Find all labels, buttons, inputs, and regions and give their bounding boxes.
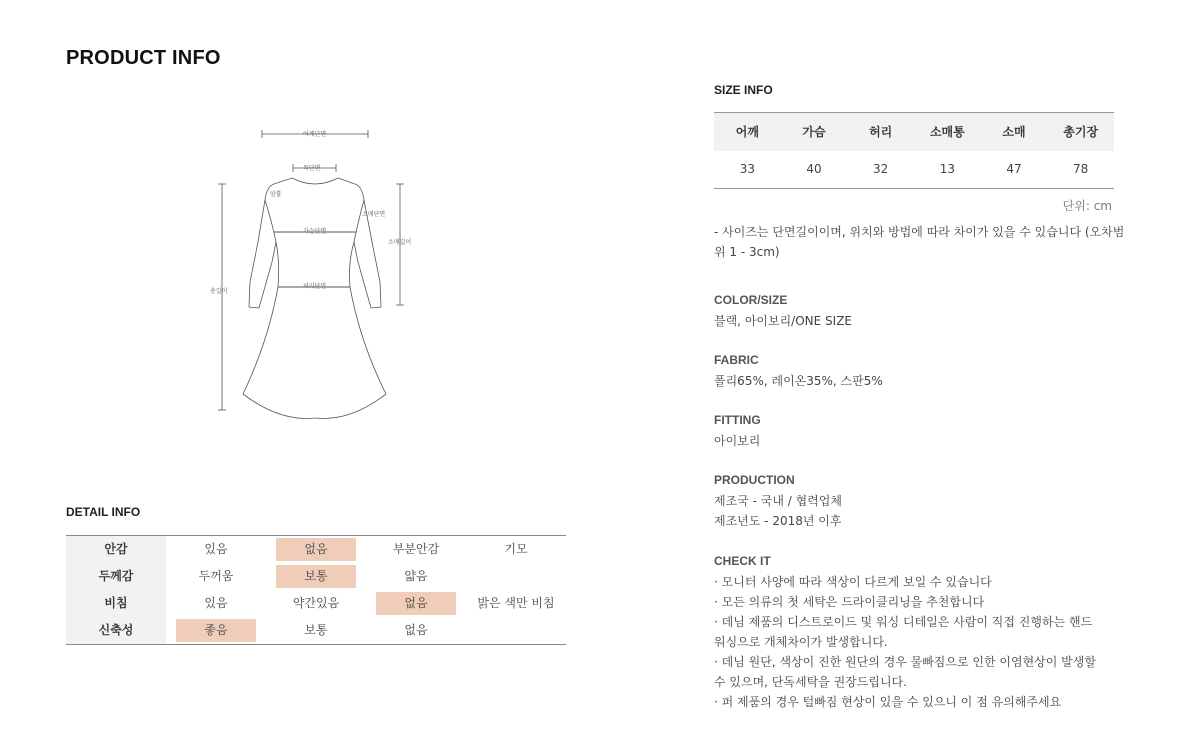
size-value-row bbox=[714, 151, 1114, 188]
detail-row-label: 신축성 bbox=[66, 617, 166, 644]
detail-row-label: 안감 bbox=[66, 536, 166, 563]
detail-option: 밝은 색만 비침 bbox=[477, 596, 555, 610]
size-value: 78 bbox=[1073, 162, 1089, 176]
detail-row-thickness bbox=[66, 563, 566, 590]
sleeve-width-label: 소매단면 bbox=[362, 211, 386, 218]
sleeve-length-label: 소매길이 bbox=[388, 239, 412, 246]
neck-label: 목단면 bbox=[303, 165, 321, 172]
detail-row-sheerness bbox=[66, 590, 566, 617]
detail-option bbox=[476, 619, 556, 642]
chest-label: 가슴단면 bbox=[303, 228, 327, 235]
check-it-section bbox=[714, 554, 1114, 712]
check-line: · 모든 의류의 첫 세탁은 드라이클리닝을 추천합니다 bbox=[714, 595, 985, 609]
detail-row-stretch bbox=[66, 617, 566, 644]
detail-option: 약간있음 bbox=[292, 596, 340, 610]
size-header: 소매통 bbox=[914, 113, 981, 151]
production-section bbox=[714, 473, 1134, 531]
section-text: 아이보리 bbox=[714, 434, 761, 448]
detail-option-selected: 없음 bbox=[276, 538, 356, 561]
fabric-section bbox=[714, 353, 1134, 391]
detail-row-label: 비침 bbox=[66, 590, 166, 617]
check-line: 워싱으로 개체차이가 발생합니다. bbox=[714, 635, 888, 649]
armhole-label: 암홀 bbox=[270, 191, 282, 198]
detail-row-label: 두께감 bbox=[66, 563, 166, 590]
dress-measurement-diagram bbox=[200, 122, 430, 422]
size-header: 소매 bbox=[981, 113, 1048, 151]
size-value: 32 bbox=[873, 162, 889, 176]
total-length-label: 총길이 bbox=[210, 288, 228, 295]
size-note: - 사이즈는 단면길이이며, 위치와 방법에 따라 차이가 있을 수 있습니다 (오차범위 1 - 3cm) bbox=[714, 225, 1125, 259]
size-table bbox=[714, 112, 1114, 189]
check-line: · 모니터 사양에 따라 색상이 다르게 보일 수 있습니다 bbox=[714, 575, 992, 589]
size-info-title: SIZE INFO bbox=[714, 83, 773, 97]
check-line: · 데님 원단, 색상이 진한 원단의 경우 물빠짐으로 인한 이염현상이 발생할 bbox=[714, 655, 1096, 669]
section-title: CHECK IT bbox=[714, 554, 771, 568]
waist-label: 허리단면 bbox=[303, 283, 327, 290]
section-title: PRODUCTION bbox=[714, 473, 795, 487]
detail-option-selected: 좋음 bbox=[176, 619, 256, 642]
detail-option-selected: 보통 bbox=[276, 565, 356, 588]
size-value: 13 bbox=[939, 162, 955, 176]
section-text: 제조국 - 국내 / 협력업체 bbox=[714, 494, 842, 508]
section-title: FITTING bbox=[714, 413, 761, 427]
detail-option: 보통 bbox=[304, 623, 328, 637]
detail-option: 기모 bbox=[504, 542, 528, 556]
detail-option: 부분안감 bbox=[392, 542, 440, 556]
section-title: COLOR/SIZE bbox=[714, 293, 788, 307]
shoulder-label: 어깨단면 bbox=[303, 131, 327, 138]
check-line: 수 있으며, 단독세탁을 권장드립니다. bbox=[714, 675, 907, 689]
size-header: 어깨 bbox=[714, 113, 781, 151]
color-size-section bbox=[714, 293, 1134, 331]
detail-option: 있음 bbox=[204, 596, 228, 610]
detail-option-selected: 없음 bbox=[376, 592, 456, 615]
size-header: 총기장 bbox=[1047, 113, 1114, 151]
detail-info-table bbox=[66, 535, 566, 645]
size-unit: 단위: cm bbox=[1062, 199, 1112, 213]
section-text: 블랙, 아이보리/ONE SIZE bbox=[714, 314, 853, 328]
check-line: · 퍼 제품의 경우 털빠짐 현상이 있을 수 있으니 이 점 유의해주세요 bbox=[714, 695, 1062, 709]
check-line: · 데님 제품의 디스트로이드 및 워싱 디테일은 사람이 직접 진행하는 핸드 bbox=[714, 615, 1093, 629]
section-text: 제조년도 - 2018년 이후 bbox=[714, 514, 842, 528]
detail-option: 없음 bbox=[404, 623, 428, 637]
size-value: 33 bbox=[739, 162, 755, 176]
page-title: PRODUCT INFO bbox=[66, 47, 221, 69]
size-header: 가슴 bbox=[781, 113, 848, 151]
size-value: 40 bbox=[806, 162, 822, 176]
detail-option bbox=[476, 565, 556, 588]
section-text: 폴리65%, 레이온35%, 스판5% bbox=[714, 374, 883, 388]
detail-row-lining bbox=[66, 536, 566, 563]
fitting-section bbox=[714, 413, 1134, 451]
size-header: 허리 bbox=[847, 113, 914, 151]
section-title: FABRIC bbox=[714, 353, 759, 367]
size-header-row bbox=[714, 113, 1114, 151]
detail-info-title: DETAIL INFO bbox=[66, 505, 141, 519]
size-value: 47 bbox=[1006, 162, 1022, 176]
detail-option: 얇음 bbox=[404, 569, 428, 583]
detail-option: 두꺼움 bbox=[198, 569, 234, 583]
detail-option: 있음 bbox=[204, 542, 228, 556]
